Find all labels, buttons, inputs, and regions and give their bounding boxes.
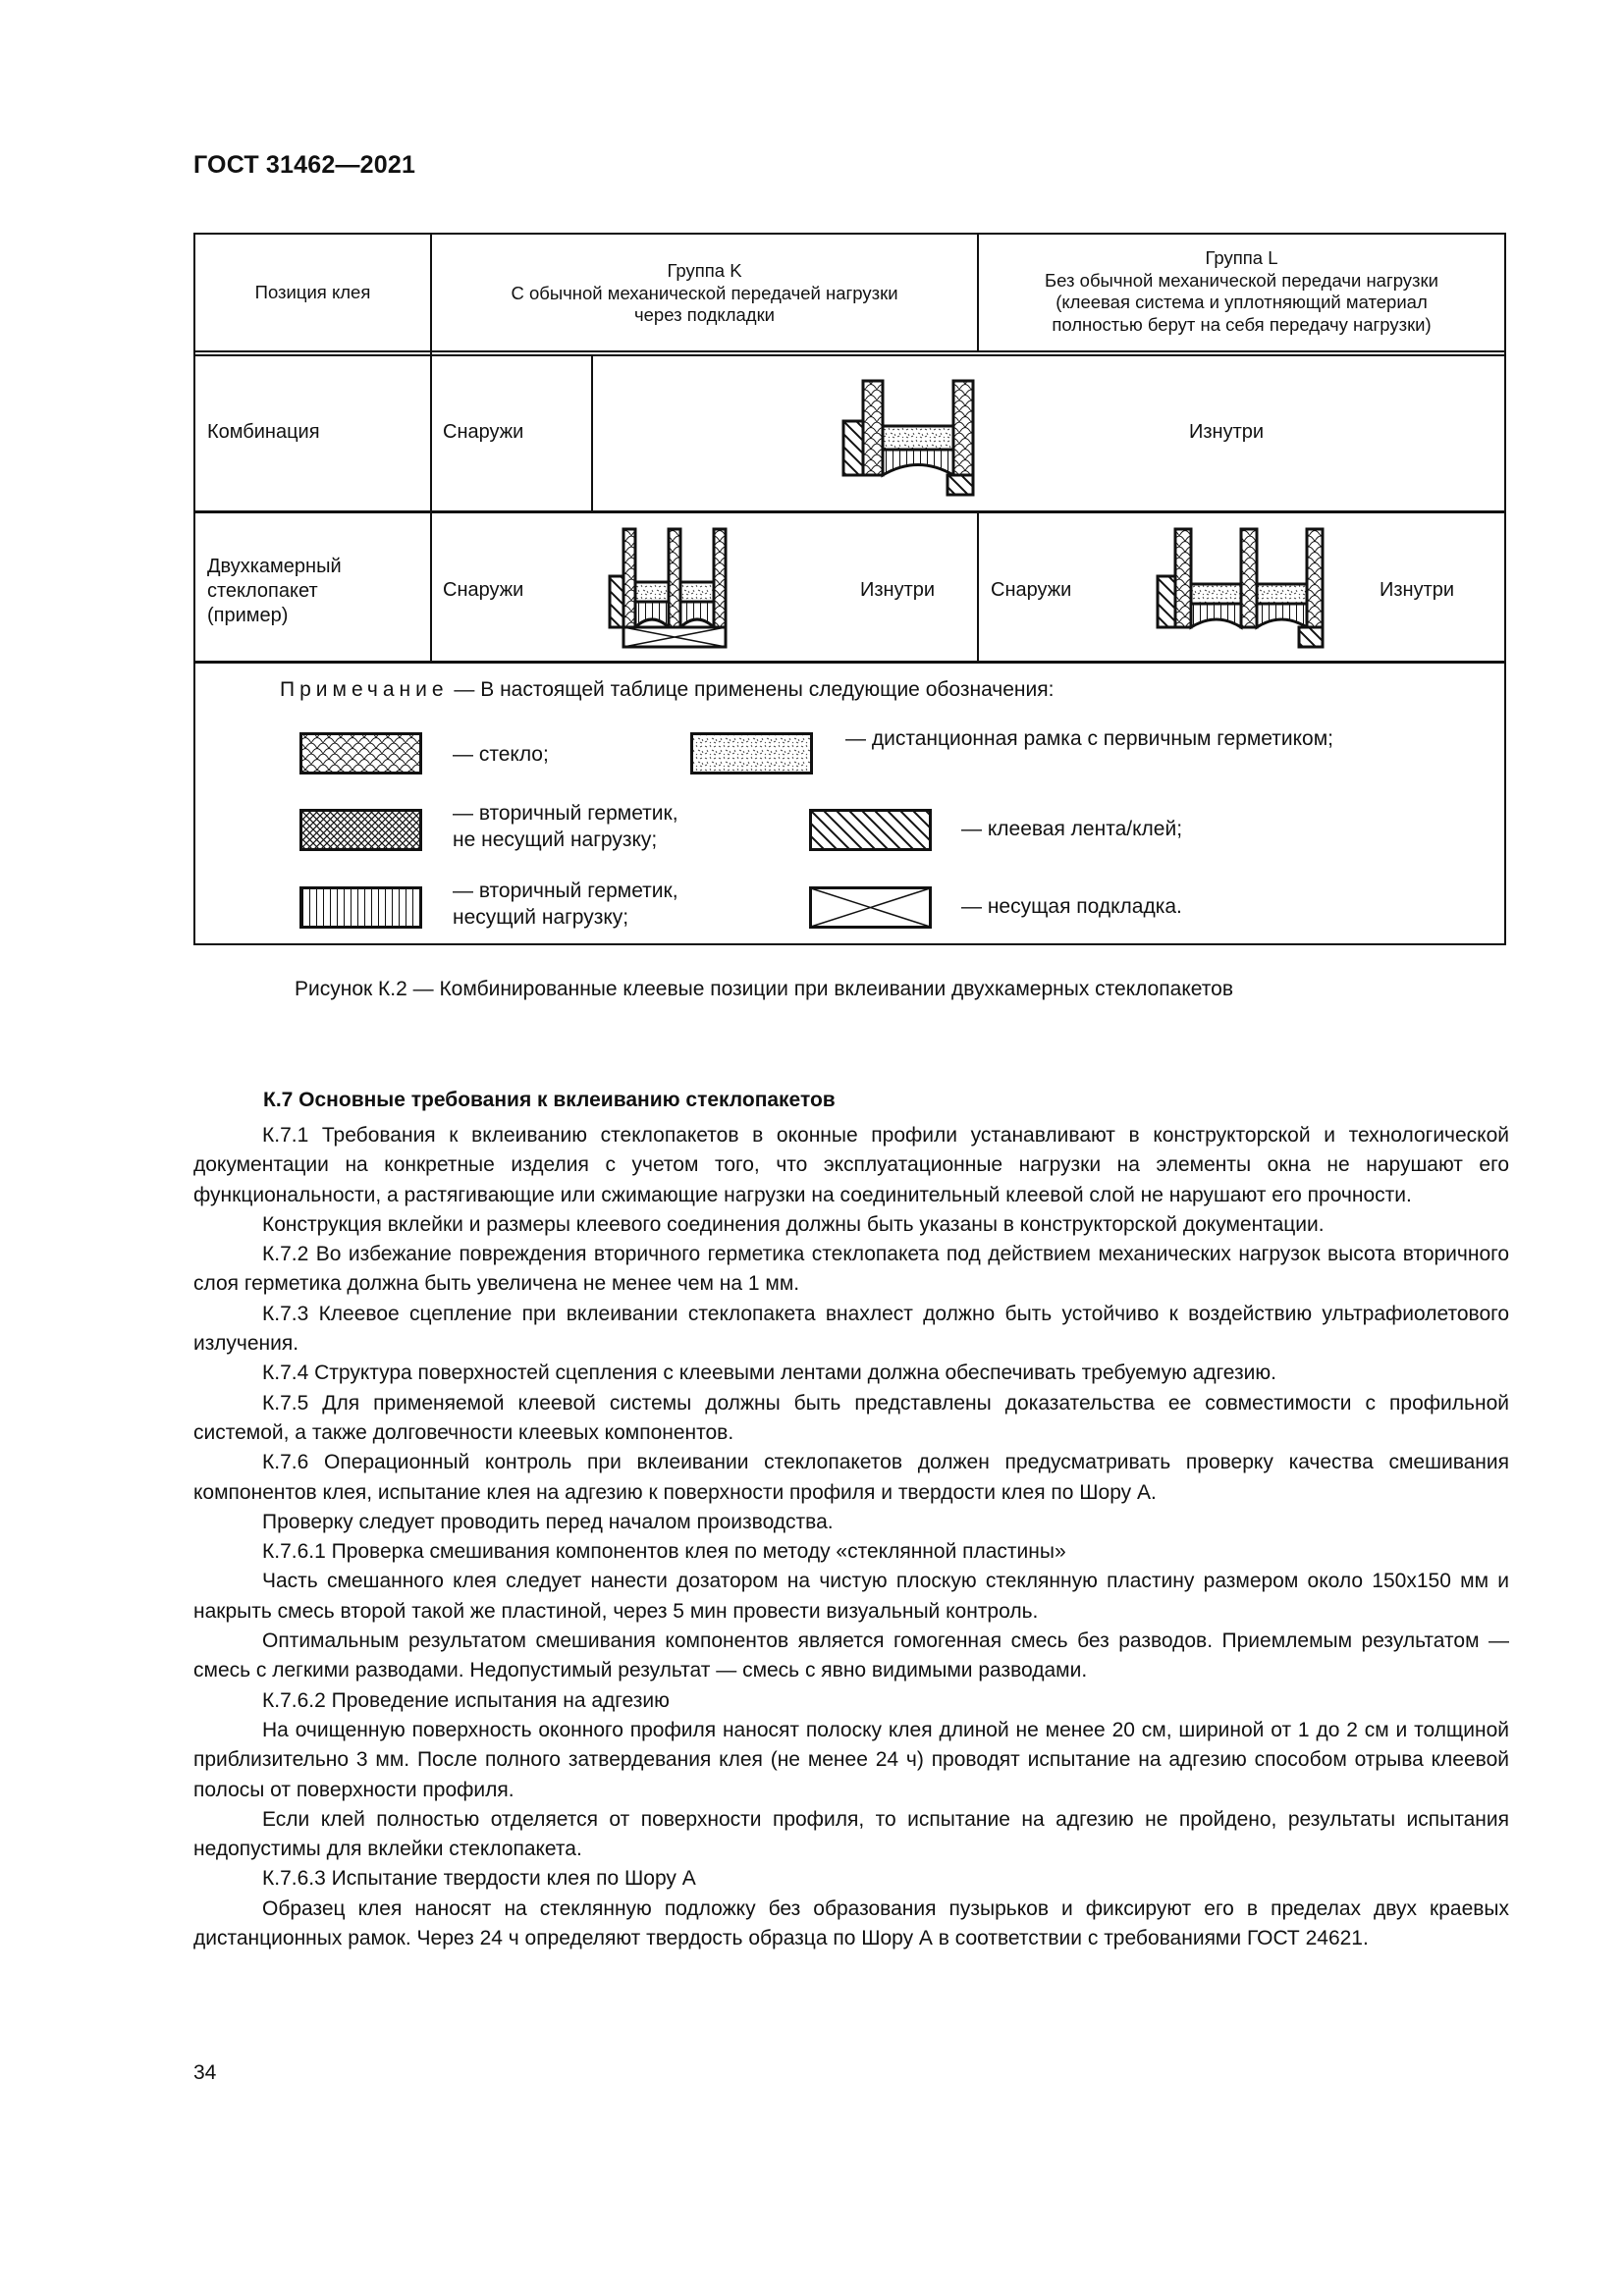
row2-kl-divider [977,513,979,661]
header-group-k: Группа K С обычной механической передачей нагрузки через подкладки [511,260,898,325]
combination-diagram [841,368,979,501]
header-divider-top [195,350,1504,352]
legend-glass-swatch [299,732,422,774]
figure-table [193,233,1506,945]
paragraph: Оптимальным результатом смешивания компонентов является гомогенная смесь без разводов. Приемлемым результатом — смесь с легкими разводами. Недопустимый результат — смесь с явно видимыми разводами. [193,1629,1509,1682]
header-group-l: Группа L Без обычной механической передачи нагрузки (клеевая система и уплотняющий материал полностью берут на себя передачу нагрузки) [1045,247,1438,335]
paragraph: К.7.6.1 Проверка смешивания компонентов клея по методу «стеклянной пластины» [262,1540,1066,1564]
row2-k-outside: Снаружи [443,579,524,601]
legend-secondary-load-swatch [299,886,422,929]
row2-l-outside: Снаружи [991,579,1072,601]
note-title: Примечание — В настоящей таблице применены следующие обозначения: [280,678,1055,701]
paragraph: К.7.2 Во избежание повреждения вторичного герметика стеклопакета под действием механических нагрузок высота вторичного слоя герметика должна быть увеличена не менее чем на 1 мм. [193,1243,1509,1296]
section-title: К.7 Основные требования к вклеиванию стеклопакетов [263,1089,836,1111]
legend-secondary-load-label: — вторичный герметик, несущий нагрузку; [453,880,678,929]
paragraph: Конструкция вклейки и размеры клеевого соединения должны быть указаны в конструкторской документации. [262,1212,1325,1236]
legend-setting-block-swatch [809,886,932,929]
row1-inside: Изнутри [1189,421,1265,443]
double-chamber-l-diagram [1156,525,1332,653]
legend-glass-label: — стекло; [453,743,549,766]
row2-label: Двухкамерный стеклопакет (пример) [207,556,342,626]
paragraph: Проверку следует проводить перед началом производства. [262,1510,834,1533]
row2-bottom [195,661,1504,664]
legend-adhesive-label: — клеевая лента/клей; [961,818,1183,840]
legend-spacer-label: — дистанционная рамка с первичным герметиком; [845,727,1334,750]
row1-outside-divider [591,356,593,510]
header-position: Позиция клея [254,282,371,302]
legend-setting-block-label: — несущая подкладка. [961,895,1182,918]
header-divider-bottom [195,354,1504,356]
paragraph: На очищенную поверхность оконного профиля наносят полоску клея длиной не менее 20 см, шириной от 1 до 2 см и толщиной приблизительно 3 мм. После полного затвердевания клея (не менее 24 ч) проводят испытание на адгезию способом отрыва клеевой полосы от поверхности профиля. [193,1718,1509,1801]
paragraph: Часть смешанного клея следует нанести дозатором на чистую плоскую стеклянную пластину размером около 150x150 мм и накрыть смесь второй такой же пластиной, через 5 мин провести визуальный контроль. [193,1570,1509,1623]
row2-l-inside: Изнутри [1380,579,1455,601]
figure-caption: Рисунок К.2 — Комбинированные клеевые позиции при вклеивании двухкамерных стеклопакетов [295,978,1233,1000]
paragraph: К.7.6 Операционный контроль при вклеивании стеклопакетов должен предусматривать проверку качества смешивания компонентов клея, испытание клея на адгезию к поверхности профиля и твердости клея по Шору А. [193,1451,1509,1504]
legend-spacer-swatch [690,732,813,774]
document-header: ГОСТ 31462—2021 [193,151,416,179]
paragraph: Образец клея наносят на стеклянную подложку без образования пузырьков и фиксируют его в пределах двух краевых дистанционных рамок. Через 24 ч определяют твердость образца по Шору А в соответствии с требованиями ГОСТ 24621. [193,1896,1509,1950]
double-chamber-k-diagram [608,525,735,653]
row1-bottom [195,510,1504,513]
paragraph: К.7.6.2 Проведение испытания на адгезию [262,1688,670,1712]
paragraph: К.7.6.3 Испытание твердости клея по Шору А [262,1867,696,1891]
paragraph: К.7.4 Структура поверхностей сцепления с клеевыми лентами должна обеспечивать требуемую адгезию. [262,1362,1276,1385]
paragraph: К.7.5 Для применяемой клеевой системы должны быть представлены доказательства ее совместимости с профильной системой, а также долговечности клеевых компонентов. [193,1391,1509,1444]
row1-label: Комбинация [207,421,320,443]
page-number: 34 [193,2061,217,2084]
row2-col1-divider [430,513,432,661]
section-body [193,1121,1509,1953]
paragraph: Если клей полностью отделяется от поверхности профиля, то испытание на адгезию не пройдено, результаты испытания недопустимы для вклейки стеклопакета. [193,1807,1509,1861]
row1-outside: Снаружи [443,421,524,443]
legend-secondary-nonload-swatch [299,809,422,851]
legend-secondary-nonload-label: — вторичный герметик, не несущий нагрузку; [453,802,678,851]
legend-adhesive-swatch [809,809,932,851]
paragraph: К.7.3 Клеевое сцепление при вклеивании стеклопакета внахлест должно быть устойчиво к воздействию ультрафиолетового излучения. [193,1302,1509,1356]
paragraph: К.7.1 Требования к вклеиванию стеклопакетов в оконные профили устанавливают в конструкторской и технологической документации на конкретные изделия с учетом того, что эксплуатационные нагрузки на элементы окна не нарушают его функциональности, а растягивающие или сжимающие нагрузки на соединительный клеевой слой не нарушают его прочности. [193,1124,1509,1206]
row2-k-inside: Изнутри [860,579,936,601]
